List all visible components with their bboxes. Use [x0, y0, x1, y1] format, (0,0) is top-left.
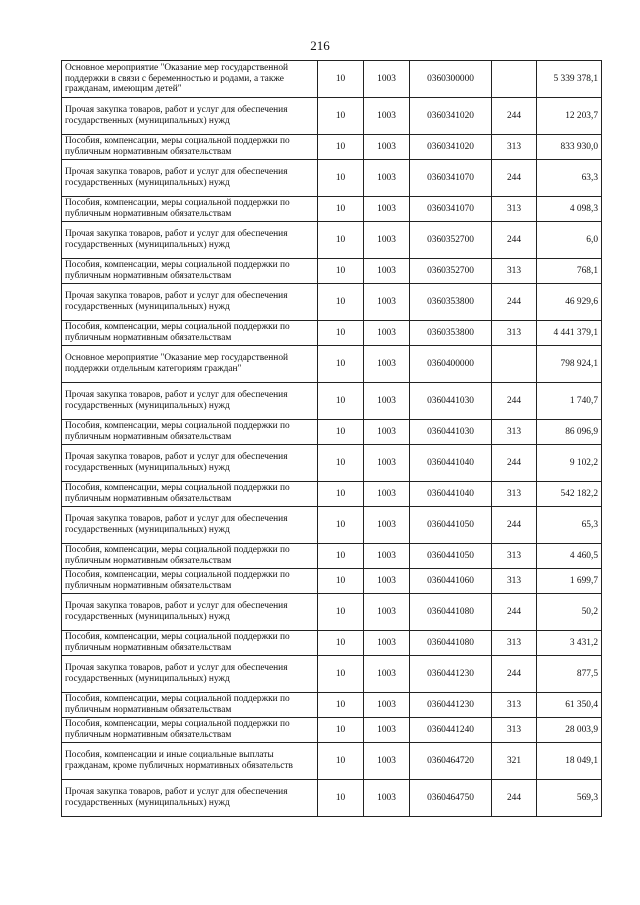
expense-type-cell: 244 — [492, 160, 537, 197]
expense-name-cell: Прочая закупка товаров, работ и услуг для обеспечения государственных (муниципальных) нужд — [62, 780, 318, 817]
expense-type-cell: 313 — [492, 259, 537, 284]
subsection-code-cell: 1003 — [364, 259, 410, 284]
subsection-code-cell: 1003 — [364, 321, 410, 346]
target-article-cell: 0360441050 — [410, 544, 492, 569]
target-article-cell: 0360341020 — [410, 135, 492, 160]
expense-type-cell: 313 — [492, 135, 537, 160]
target-article-cell: 0360464720 — [410, 743, 492, 780]
expense-type-cell: 313 — [492, 420, 537, 445]
amount-cell: 9 102,2 — [537, 445, 602, 482]
target-article-cell: 0360441030 — [410, 383, 492, 420]
table-row — [62, 222, 602, 259]
expense-name-cell: Пособия, компенсации, меры социальной поддержки по публичным нормативным обязательствам — [62, 718, 318, 743]
target-article-cell: 0360341070 — [410, 160, 492, 197]
subsection-code-cell: 1003 — [364, 631, 410, 656]
target-article-cell: 0360341020 — [410, 98, 492, 135]
subsection-code-cell: 1003 — [364, 594, 410, 631]
target-article-cell: 0360464750 — [410, 780, 492, 817]
section-code-cell: 10 — [318, 631, 364, 656]
section-code-cell: 10 — [318, 743, 364, 780]
subsection-code-cell: 1003 — [364, 135, 410, 160]
amount-cell: 569,3 — [537, 780, 602, 817]
target-article-cell: 0360300000 — [410, 61, 492, 98]
expense-type-cell: 244 — [492, 284, 537, 321]
table-row — [62, 594, 602, 631]
table-row — [62, 445, 602, 482]
table-row — [62, 780, 602, 817]
section-code-cell: 10 — [318, 259, 364, 284]
expense-type-cell: 244 — [492, 780, 537, 817]
subsection-code-cell: 1003 — [364, 569, 410, 594]
section-code-cell: 10 — [318, 346, 364, 383]
expense-name-cell: Прочая закупка товаров, работ и услуг для обеспечения государственных (муниципальных) нужд — [62, 284, 318, 321]
section-code-cell: 10 — [318, 222, 364, 259]
subsection-code-cell: 1003 — [364, 284, 410, 321]
expense-name-cell: Прочая закупка товаров, работ и услуг для обеспечения государственных (муниципальных) нужд — [62, 445, 318, 482]
section-code-cell: 10 — [318, 383, 364, 420]
target-article-cell: 0360441050 — [410, 507, 492, 544]
section-code-cell: 10 — [318, 507, 364, 544]
subsection-code-cell: 1003 — [364, 222, 410, 259]
target-article-cell: 0360352700 — [410, 222, 492, 259]
amount-cell: 86 096,9 — [537, 420, 602, 445]
table-row — [62, 718, 602, 743]
amount-cell: 63,3 — [537, 160, 602, 197]
subsection-code-cell: 1003 — [364, 656, 410, 693]
subsection-code-cell: 1003 — [364, 544, 410, 569]
expense-type-cell: 321 — [492, 743, 537, 780]
expense-type-cell: 313 — [492, 693, 537, 718]
expense-name-cell: Прочая закупка товаров, работ и услуг для обеспечения государственных (муниципальных) нужд — [62, 160, 318, 197]
expense-type-cell: 313 — [492, 631, 537, 656]
expense-name-cell: Прочая закупка товаров, работ и услуг для обеспечения государственных (муниципальных) нужд — [62, 507, 318, 544]
expense-name-cell: Прочая закупка товаров, работ и услуг для обеспечения государственных (муниципальных) нужд — [62, 656, 318, 693]
subsection-code-cell: 1003 — [364, 718, 410, 743]
expense-name-cell: Пособия, компенсации, меры социальной поддержки по публичным нормативным обязательствам — [62, 482, 318, 507]
table-row — [62, 482, 602, 507]
section-code-cell: 10 — [318, 197, 364, 222]
amount-cell: 12 203,7 — [537, 98, 602, 135]
amount-cell: 28 003,9 — [537, 718, 602, 743]
expense-type-cell: 244 — [492, 594, 537, 631]
table-row — [62, 656, 602, 693]
target-article-cell: 0360341070 — [410, 197, 492, 222]
expense-type-cell: 244 — [492, 656, 537, 693]
section-code-cell: 10 — [318, 594, 364, 631]
table-row — [62, 160, 602, 197]
table-row — [62, 135, 602, 160]
section-code-cell: 10 — [318, 61, 364, 98]
subsection-code-cell: 1003 — [364, 743, 410, 780]
expense-name-cell: Пособия, компенсации, меры социальной поддержки по публичным нормативным обязательствам — [62, 544, 318, 569]
budget-table — [61, 60, 602, 817]
subsection-code-cell: 1003 — [364, 98, 410, 135]
expense-name-cell: Основное мероприятие "Оказание мер государственной поддержки в связи с беременностью и родами, а также гражданам, имеющим детей" — [62, 61, 318, 98]
subsection-code-cell: 1003 — [364, 482, 410, 507]
expense-name-cell: Пособия, компенсации, меры социальной поддержки по публичным нормативным обязательствам — [62, 693, 318, 718]
expense-type-cell: 244 — [492, 98, 537, 135]
subsection-code-cell: 1003 — [364, 445, 410, 482]
amount-cell: 542 182,2 — [537, 482, 602, 507]
target-article-cell: 0360353800 — [410, 284, 492, 321]
expense-name-cell: Пособия, компенсации, меры социальной поддержки по публичным нормативным обязательствам — [62, 631, 318, 656]
target-article-cell: 0360400000 — [410, 346, 492, 383]
table-row — [62, 284, 602, 321]
table-row — [62, 346, 602, 383]
table-row — [62, 420, 602, 445]
expense-name-cell: Пособия, компенсации, меры социальной поддержки по публичным нормативным обязательствам — [62, 135, 318, 160]
expense-name-cell: Основное мероприятие "Оказание мер государственной поддержки отдельным категориям граждан" — [62, 346, 318, 383]
subsection-code-cell: 1003 — [364, 346, 410, 383]
amount-cell: 4 098,3 — [537, 197, 602, 222]
expense-type-cell: 313 — [492, 544, 537, 569]
section-code-cell: 10 — [318, 160, 364, 197]
amount-cell: 3 431,2 — [537, 631, 602, 656]
target-article-cell: 0360353800 — [410, 321, 492, 346]
amount-cell: 768,1 — [537, 259, 602, 284]
amount-cell: 46 929,6 — [537, 284, 602, 321]
expense-type-cell: 244 — [492, 507, 537, 544]
amount-cell: 50,2 — [537, 594, 602, 631]
target-article-cell: 0360441040 — [410, 482, 492, 507]
section-code-cell: 10 — [318, 321, 364, 346]
expense-name-cell: Прочая закупка товаров, работ и услуг для обеспечения государственных (муниципальных) нужд — [62, 383, 318, 420]
amount-cell: 18 049,1 — [537, 743, 602, 780]
expense-type-cell: 244 — [492, 445, 537, 482]
table-row — [62, 569, 602, 594]
subsection-code-cell: 1003 — [364, 693, 410, 718]
amount-cell: 877,5 — [537, 656, 602, 693]
subsection-code-cell: 1003 — [364, 383, 410, 420]
amount-cell: 1 699,7 — [537, 569, 602, 594]
expense-type-cell: 313 — [492, 718, 537, 743]
section-code-cell: 10 — [318, 284, 364, 321]
amount-cell: 4 441 379,1 — [537, 321, 602, 346]
target-article-cell: 0360441060 — [410, 569, 492, 594]
expense-type-cell: 244 — [492, 222, 537, 259]
expense-type-cell — [492, 61, 537, 98]
expense-type-cell: 244 — [492, 383, 537, 420]
section-code-cell: 10 — [318, 420, 364, 445]
section-code-cell: 10 — [318, 718, 364, 743]
table-row — [62, 693, 602, 718]
page-number: 216 — [310, 38, 330, 53]
subsection-code-cell: 1003 — [364, 420, 410, 445]
amount-cell: 798 924,1 — [537, 346, 602, 383]
table-row — [62, 544, 602, 569]
amount-cell: 6,0 — [537, 222, 602, 259]
expense-name-cell: Пособия, компенсации, меры социальной поддержки по публичным нормативным обязательствам — [62, 321, 318, 346]
table-row — [62, 743, 602, 780]
expense-name-cell: Прочая закупка товаров, работ и услуг для обеспечения государственных (муниципальных) нужд — [62, 98, 318, 135]
expense-type-cell: 313 — [492, 321, 537, 346]
table-row — [62, 259, 602, 284]
table-row — [62, 321, 602, 346]
expense-name-cell: Пособия, компенсации, меры социальной поддержки по публичным нормативным обязательствам — [62, 420, 318, 445]
subsection-code-cell: 1003 — [364, 780, 410, 817]
amount-cell: 4 460,5 — [537, 544, 602, 569]
subsection-code-cell: 1003 — [364, 507, 410, 544]
amount-cell: 65,3 — [537, 507, 602, 544]
amount-cell: 61 350,4 — [537, 693, 602, 718]
section-code-cell: 10 — [318, 544, 364, 569]
expense-name-cell: Пособия, компенсации, меры социальной поддержки по публичным нормативным обязательствам — [62, 259, 318, 284]
expense-type-cell: 313 — [492, 482, 537, 507]
expense-type-cell: 313 — [492, 197, 537, 222]
section-code-cell: 10 — [318, 780, 364, 817]
table-row — [62, 61, 602, 98]
target-article-cell: 0360441230 — [410, 693, 492, 718]
table-row — [62, 507, 602, 544]
section-code-cell: 10 — [318, 98, 364, 135]
target-article-cell: 0360441080 — [410, 631, 492, 656]
budget-table-body — [62, 61, 602, 817]
section-code-cell: 10 — [318, 693, 364, 718]
expense-type-cell — [492, 346, 537, 383]
target-article-cell: 0360441230 — [410, 656, 492, 693]
section-code-cell: 10 — [318, 445, 364, 482]
expense-type-cell: 313 — [492, 569, 537, 594]
subsection-code-cell: 1003 — [364, 61, 410, 98]
target-article-cell: 0360352700 — [410, 259, 492, 284]
expense-name-cell: Прочая закупка товаров, работ и услуг для обеспечения государственных (муниципальных) нужд — [62, 222, 318, 259]
table-row — [62, 383, 602, 420]
expense-name-cell: Прочая закупка товаров, работ и услуг для обеспечения государственных (муниципальных) нужд — [62, 594, 318, 631]
expense-name-cell: Пособия, компенсации и иные социальные выплаты гражданам, кроме публичных нормативных обязательств — [62, 743, 318, 780]
expense-name-cell: Пособия, компенсации, меры социальной поддержки по публичным нормативным обязательствам — [62, 197, 318, 222]
section-code-cell: 10 — [318, 656, 364, 693]
subsection-code-cell: 1003 — [364, 160, 410, 197]
target-article-cell: 0360441240 — [410, 718, 492, 743]
amount-cell: 833 930,0 — [537, 135, 602, 160]
target-article-cell: 0360441040 — [410, 445, 492, 482]
expense-name-cell: Пособия, компенсации, меры социальной поддержки по публичным нормативным обязательствам — [62, 569, 318, 594]
amount-cell: 1 740,7 — [537, 383, 602, 420]
table-row — [62, 631, 602, 656]
section-code-cell: 10 — [318, 569, 364, 594]
amount-cell: 5 339 378,1 — [537, 61, 602, 98]
section-code-cell: 10 — [318, 482, 364, 507]
target-article-cell: 0360441080 — [410, 594, 492, 631]
target-article-cell: 0360441030 — [410, 420, 492, 445]
section-code-cell: 10 — [318, 135, 364, 160]
table-row — [62, 98, 602, 135]
subsection-code-cell: 1003 — [364, 197, 410, 222]
table-row — [62, 197, 602, 222]
